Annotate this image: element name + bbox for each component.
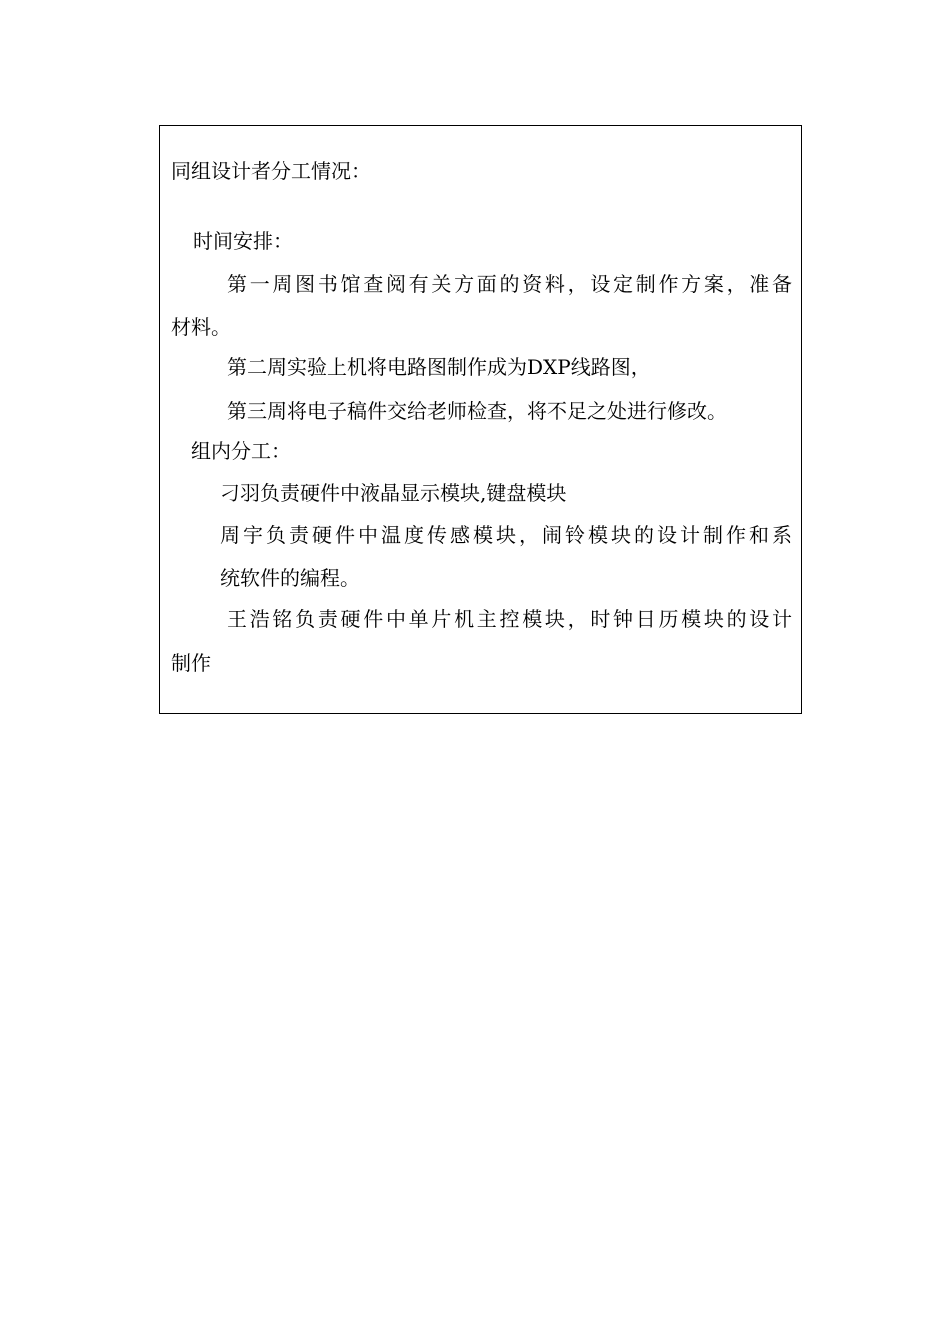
division-member2-line1: 周宇负责硬件中温度传感模块，闹铃模块的设计制作和系 (220, 523, 792, 547)
schedule-week1-line2: 材料。 (171, 315, 231, 339)
assignment-table-cell (159, 125, 802, 714)
schedule-week1-line1: 第一周图书馆查阅有关方面的资料，设定制作方案，准备 (227, 272, 792, 296)
schedule-heading: 时间安排： (193, 229, 293, 253)
schedule-week2: 第二周实验上机将电路图制作成为DXP线路图， (227, 355, 651, 379)
schedule-week3: 第三周将电子稿件交给老师检查，将不足之处进行修改。 (227, 399, 727, 423)
division-member3-line1: 王浩铭负责硬件中单片机主控模块，时钟日历模块的设计 (227, 607, 792, 631)
division-member1: 刁羽负责硬件中液晶显示模块,键盘模块 (220, 481, 567, 505)
division-heading: 组内分工： (191, 439, 291, 463)
section-heading: 同组设计者分工情况： (171, 159, 371, 183)
division-member2-line2: 统软件的编程。 (220, 566, 360, 590)
division-member3-line2: 制作 (171, 651, 211, 675)
